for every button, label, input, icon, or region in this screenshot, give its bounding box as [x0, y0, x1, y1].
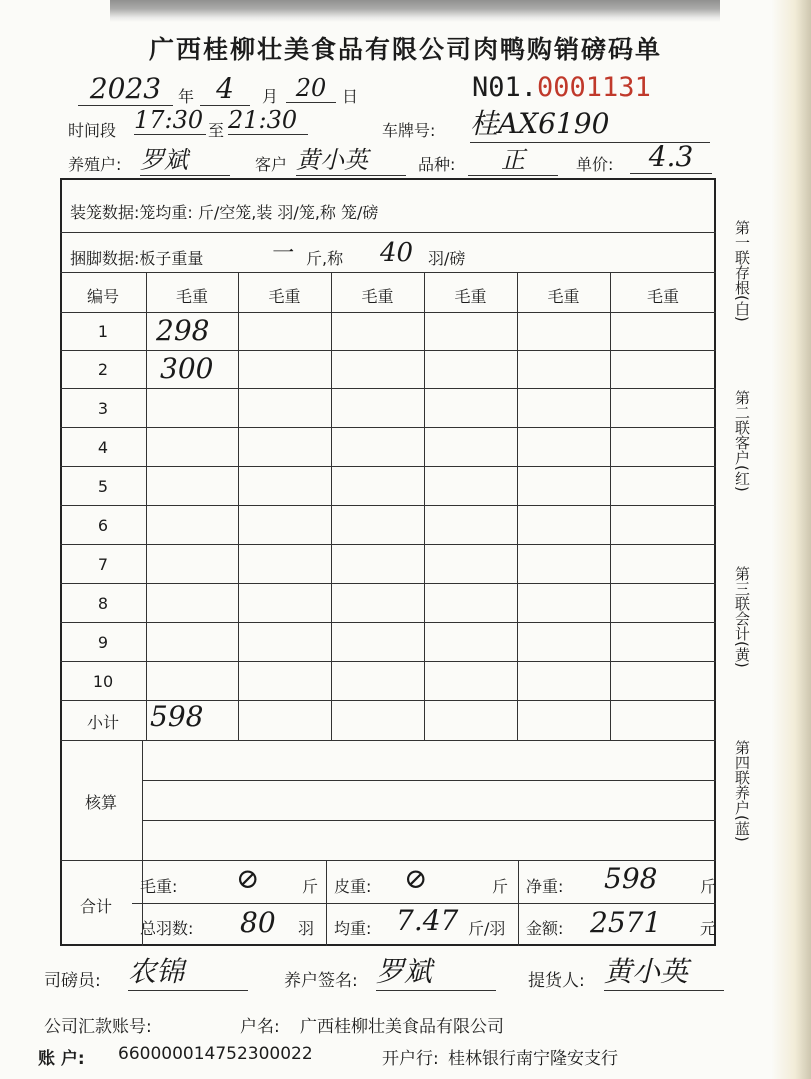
- row-number: 2: [97, 360, 109, 379]
- copy-label-blue: [731, 740, 753, 847]
- row-number: 3: [97, 399, 109, 418]
- year-label: 年: [178, 87, 195, 106]
- torn-top-edge: [110, 0, 720, 22]
- time-to-label: 至: [208, 121, 225, 140]
- cage-data-row: 装笼数据:笼均重: 斤/空笼,装 羽/笼,称 笼/磅: [70, 203, 379, 222]
- net-label: 净重:: [526, 877, 564, 896]
- check-label: 核算: [84, 793, 117, 812]
- net-value: 598: [604, 862, 658, 895]
- row-number: 9: [97, 633, 109, 652]
- count-label: 总羽数:: [140, 919, 194, 938]
- row-number: 6: [97, 516, 109, 535]
- paper-right-edge: [771, 0, 811, 1079]
- table-col-rule: [146, 272, 147, 740]
- tare-unit: 斤: [492, 877, 509, 896]
- plate-label: 车牌号:: [382, 121, 436, 140]
- serial-number: [472, 72, 651, 103]
- table-rule: [60, 622, 716, 623]
- table-col-rule: [517, 272, 518, 740]
- farmer-signature-label: 养户签名:: [284, 971, 358, 991]
- pickup-signature: 黄小英: [604, 950, 724, 991]
- table-rule: [60, 427, 716, 428]
- month-label: 月: [262, 87, 279, 106]
- farmer-signature: 罗斌: [376, 950, 496, 991]
- amount-value: 2571: [590, 906, 662, 939]
- net-unit: 斤: [700, 877, 717, 896]
- date-month: 4: [200, 72, 250, 106]
- table-rule: [60, 583, 716, 584]
- bank-label: 开户行:: [382, 1049, 439, 1069]
- table-col-rule: [238, 272, 239, 740]
- table-rule: [60, 740, 716, 741]
- count-value: 80: [240, 906, 276, 939]
- bind-data-suffix: 羽/磅: [428, 249, 466, 268]
- table-rule: [60, 860, 716, 861]
- table-rule: [60, 466, 716, 467]
- copy-label-white: [731, 220, 753, 327]
- col-gross-header: 毛重: [175, 287, 208, 306]
- price-label: 单价:: [576, 155, 614, 174]
- farmer-name: 罗斌: [140, 140, 230, 176]
- subtotal-label: 小计: [86, 713, 119, 732]
- table-rule: [60, 350, 716, 351]
- gross-total-label: 毛重:: [140, 877, 178, 896]
- row-number: 5: [97, 477, 109, 496]
- copy-label-yellow: [731, 566, 753, 673]
- amount-unit: 元: [700, 919, 717, 938]
- customer-name: 黄小英: [296, 140, 406, 176]
- tare-label: 皮重:: [334, 877, 372, 896]
- time-to: 21:30: [228, 106, 308, 135]
- weigher-label: 司磅员:: [44, 971, 101, 991]
- time-from: 17:30: [134, 106, 206, 135]
- table-rule: [142, 820, 716, 821]
- table-rule: [60, 505, 716, 506]
- account-label: 公司汇款账号:: [44, 1017, 152, 1037]
- account-holder: 广西桂柳壮美食品有限公司: [300, 1017, 504, 1037]
- subtotal-value: 598: [150, 700, 204, 733]
- copy-label-text: 第四联养户(蓝): [733, 740, 751, 842]
- gross-entry: 298: [156, 314, 210, 347]
- count-unit: 羽: [298, 919, 315, 938]
- row-number: 7: [97, 555, 109, 574]
- table-col-rule: [331, 272, 332, 740]
- customer-label: 客户: [255, 155, 288, 174]
- table-col-rule: [326, 860, 327, 946]
- variety-value: 正: [468, 140, 558, 176]
- form-title: 广西桂柳壮美食品有限公司肉鸭购销磅码单: [148, 35, 662, 64]
- table-col-rule: [518, 860, 519, 946]
- date-year: 2023: [78, 72, 173, 106]
- weigher-signature: 农锦: [128, 950, 248, 991]
- bind-plate-weight: 一: [270, 241, 293, 266]
- time-label: 时间段: [68, 121, 117, 140]
- row-number: 1: [97, 322, 109, 341]
- bank-name: 桂林银行南宁隆安支行: [448, 1049, 618, 1069]
- date-day: 20: [286, 74, 336, 103]
- price-value: 4.3: [630, 140, 712, 174]
- bind-data-mid: 斤,称: [306, 249, 344, 268]
- amount-label: 金额:: [526, 919, 564, 938]
- avg-unit: 斤/羽: [468, 919, 506, 938]
- bind-data-prefix: 捆脚数据:板子重量: [70, 249, 204, 268]
- tare-value: ⊘: [404, 862, 428, 895]
- copy-label-text: 第一联存根(白): [733, 220, 751, 322]
- bind-count: 40: [380, 238, 414, 268]
- table-rule: [60, 272, 716, 273]
- table-rule: [60, 544, 716, 545]
- col-gross-header: 毛重: [268, 287, 301, 306]
- table-rule: [60, 388, 716, 389]
- avg-label: 均重:: [334, 919, 372, 938]
- col-gross-header: 毛重: [646, 287, 679, 306]
- row-number: 8: [97, 594, 109, 613]
- avg-value: 7.47: [396, 904, 459, 937]
- col-gross-header: 毛重: [547, 287, 580, 306]
- copy-label-text: 第三联会计(黄): [733, 566, 751, 668]
- gross-entry: 300: [160, 352, 214, 385]
- day-label: 日: [342, 87, 359, 106]
- gross-total-unit: 斤: [302, 877, 319, 896]
- serial-prefix: N01.: [472, 72, 538, 103]
- account-number: 660000014752300022: [118, 1044, 313, 1064]
- account-number-label: 账 户:: [38, 1049, 85, 1069]
- col-number-header: 编号: [86, 287, 119, 306]
- table-rule: [60, 312, 716, 313]
- table-col-rule: [610, 272, 611, 740]
- col-gross-header: 毛重: [454, 287, 487, 306]
- table-rule: [60, 232, 716, 233]
- pickup-label: 提货人:: [528, 971, 585, 991]
- total-label: 合计: [79, 897, 112, 916]
- gross-total-value: ⊘: [236, 862, 260, 895]
- col-gross-header: 毛重: [361, 287, 394, 306]
- plate-number: 桂AX6190: [470, 102, 710, 143]
- row-number: 10: [92, 672, 114, 691]
- farmer-label: 养殖户:: [68, 155, 122, 174]
- copy-label-red: [731, 390, 753, 497]
- table-rule: [60, 661, 716, 662]
- account-holder-label: 户名:: [240, 1017, 280, 1037]
- serial-digits: 0001131: [537, 72, 651, 103]
- copy-label-text: 第二联客户(红): [733, 390, 751, 492]
- row-number: 4: [97, 438, 109, 457]
- table-col-rule: [424, 272, 425, 740]
- table-rule: [142, 780, 716, 781]
- variety-label: 品种:: [418, 155, 456, 174]
